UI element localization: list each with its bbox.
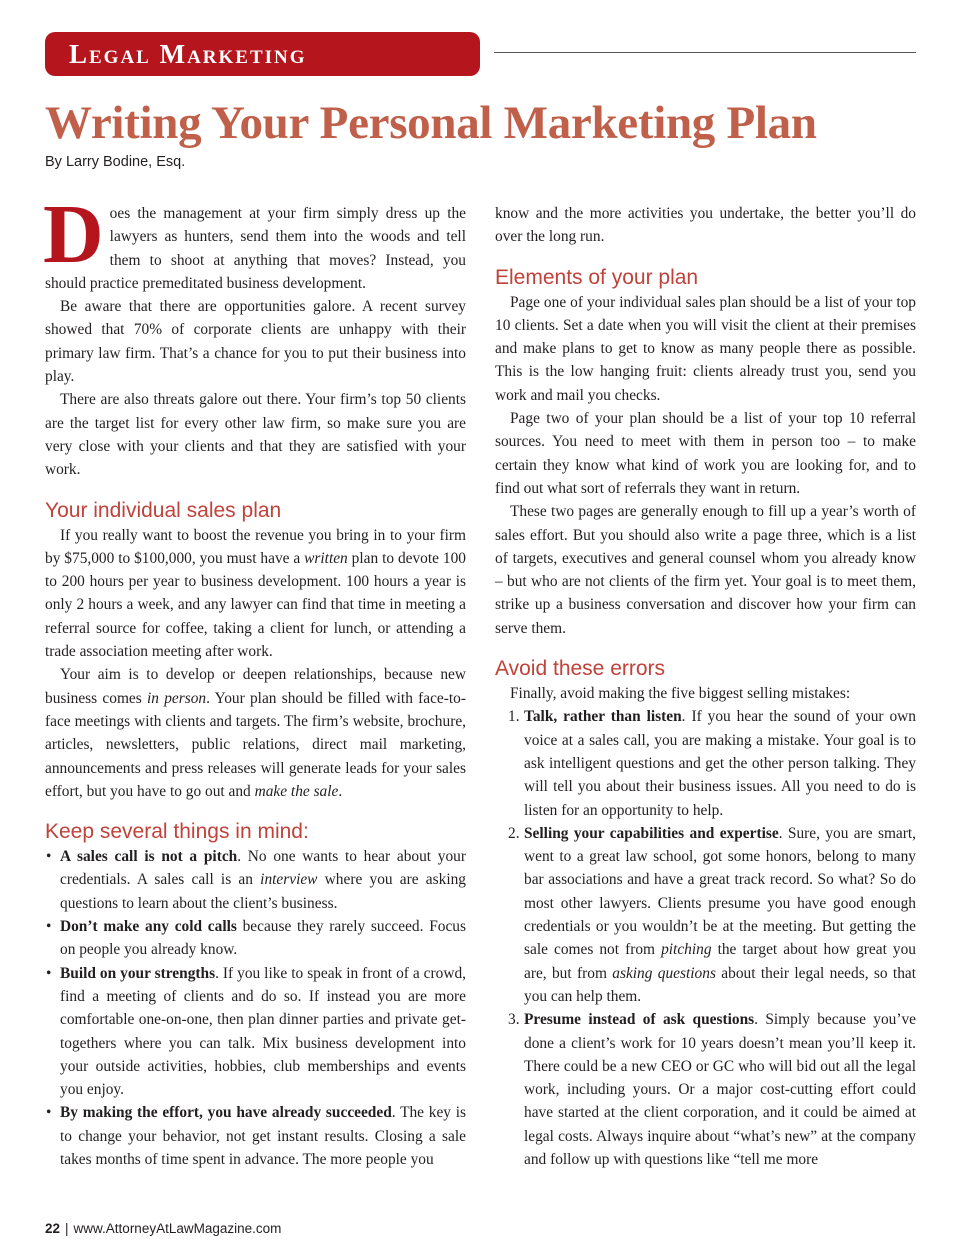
list-number: 1.	[508, 708, 520, 726]
paragraph: Page two of your plan should be a list of your top 10 referral sources. You need to meet with them in person too – to make certain they know what kind of work you are looking for, and to find out what sort of referrals they want in return.	[495, 410, 916, 497]
list-item: 3. Presume instead of ask questions. Simply because you’ve done a client’s work for 10 years doesn’t mean you’ll keep it. There could be a new CEO or GC who will bid out all the legal work, including yours. Or a major cost-cutting effort could have started at the client corporation, and it could be aimed at legal costs. Always inquire about “what’s new” at the company and follow up with questions like “tell me more	[495, 1008, 916, 1171]
header-rule	[494, 52, 916, 53]
paragraph-continuation: know and the more activities you undertake, the better you’ll do over the long run.	[495, 205, 916, 246]
drop-cap: D	[43, 188, 104, 281]
paragraph: Be aware that there are opportunities galore. A recent survey showed that 70% of corporate clients are unhappy with their primary law firm. That’s a chance for you to put their business into play.	[45, 298, 466, 386]
paragraph: These two pages are generally enough to fill up a year’s worth of sales effort. But you should also write a page three, which is a list of targets, executives and general counsel whom you already know – but who are not clients of the firm yet. Your goal is to meet them, strike up a business conversation and discover how your firm can serve them.	[495, 503, 916, 637]
left-column	[43, 188, 466, 1171]
byline: By Larry Bodine, Esq.	[45, 154, 186, 170]
page-number: 22	[45, 1221, 61, 1236]
list-item: • A sales call is not a pitch. No one wants to hear about your credentials. A sales call is an interview where you are asking questions to learn about the client’s business.	[45, 845, 466, 915]
bullet-icon: •	[46, 1104, 52, 1122]
section-label: Legal Marketing	[69, 39, 307, 69]
right-column	[495, 202, 916, 1171]
section-heading-elements: Elements of your plan	[495, 265, 699, 289]
section-heading-errors: Avoid these errors	[495, 657, 666, 681]
bullet-icon: •	[46, 918, 52, 936]
section-heading-sales-plan: Your individual sales plan	[45, 498, 282, 522]
list-number: 2.	[508, 824, 520, 842]
article-title: Writing Your Personal Marketing Plan	[45, 97, 817, 149]
website-link[interactable]: www.AttorneyAtLawMagazine.com	[73, 1221, 282, 1236]
list-number: 3.	[508, 1011, 520, 1029]
paragraph: Your aim is to develop or deepen relationships, because new business comes in person. Your plan should be filled with face-to-face meetings with clients and targets. The firm’s website, brochure, articles, newsletters, public relations, direct mail marketing, announcements and press releases will generate leads for your sales effort, but you have to go out and make the sale.	[45, 666, 466, 800]
list-item: 2. Selling your capabilities and expertise. Sure, you are smart, went to a great law school, got some honors, belong to many bar associations and have a great track record. So what? So do most other lawyers. Clients presume you have good enough credentials or you wouldn’t be at the meeting. But getting the sale comes not from pitching the target about how great you are, but from asking questions about their legal needs, so that you can help them.	[495, 822, 916, 1008]
bullet-icon: •	[46, 848, 52, 866]
bullet-icon: •	[46, 964, 52, 982]
bullet-list	[45, 845, 466, 1171]
footer-separator: |	[65, 1221, 69, 1236]
section-banner	[45, 32, 480, 76]
section-heading-keep-in-mind: Keep several things in mind:	[45, 820, 309, 844]
list-intro: Finally, avoid making the five biggest selling mistakes:	[510, 685, 851, 703]
list-item: • By making the effort, you have already succeeded. The key is to change your behavior, not get instant results. Closing a sale takes months of time spent in advance. The more people you	[45, 1101, 466, 1171]
list-item: • Don’t make any cold calls because they rarely succeed. Focus on people you already know.	[45, 915, 466, 962]
numbered-list	[495, 705, 916, 1171]
paragraph: Page one of your individual sales plan should be a list of your top 10 clients. Set a date when you will visit the client at their premises and make plans to get to know as many people there as possible. This is the low hanging fruit: clients already trust you, send you work and mail you checks.	[495, 293, 916, 404]
paragraph: There are also threats galore out there. Your firm’s top 50 clients are the target list for every other law firm, so make sure you are very close with your clients and that they are satisfied with your work.	[45, 391, 466, 479]
intro-paragraph: Does the management at your firm simply dress up the lawyers as hunters, send them into the woods and tell them to shoot at anything that moves? Instead, you should practice premeditated business development.	[43, 188, 466, 292]
list-item: • Build on your strengths. If you like to speak in front of a crowd, find a meeting of clients and do so. If instead you are more comfortable one-on-one, then plan dinner parties and private get-togethers where you can talk. Mix business development into your outside activities, hobbies, club memberships and events you enjoy.	[45, 962, 466, 1102]
paragraph: If you really want to boost the revenue you bring in to your firm by $75,000 to $100,000, you must have a written plan to devote 100 to 200 hours per year to business development. 100 hours a year is only 2 hours a week, and any lawyer can find that time in meeting a referral source for coffee, taking a client for lunch, or attending a trade association meeting after work.	[45, 526, 466, 661]
page-footer	[45, 1221, 281, 1236]
list-item: 1. Talk, rather than listen. If you hear the sound of your own voice at a sales call, you are making a mistake. Your goal is to ask intelligent questions and get the other person talking. They will tell you about their business issues. All you need to do is listen for an opportunity to help.	[495, 705, 916, 821]
